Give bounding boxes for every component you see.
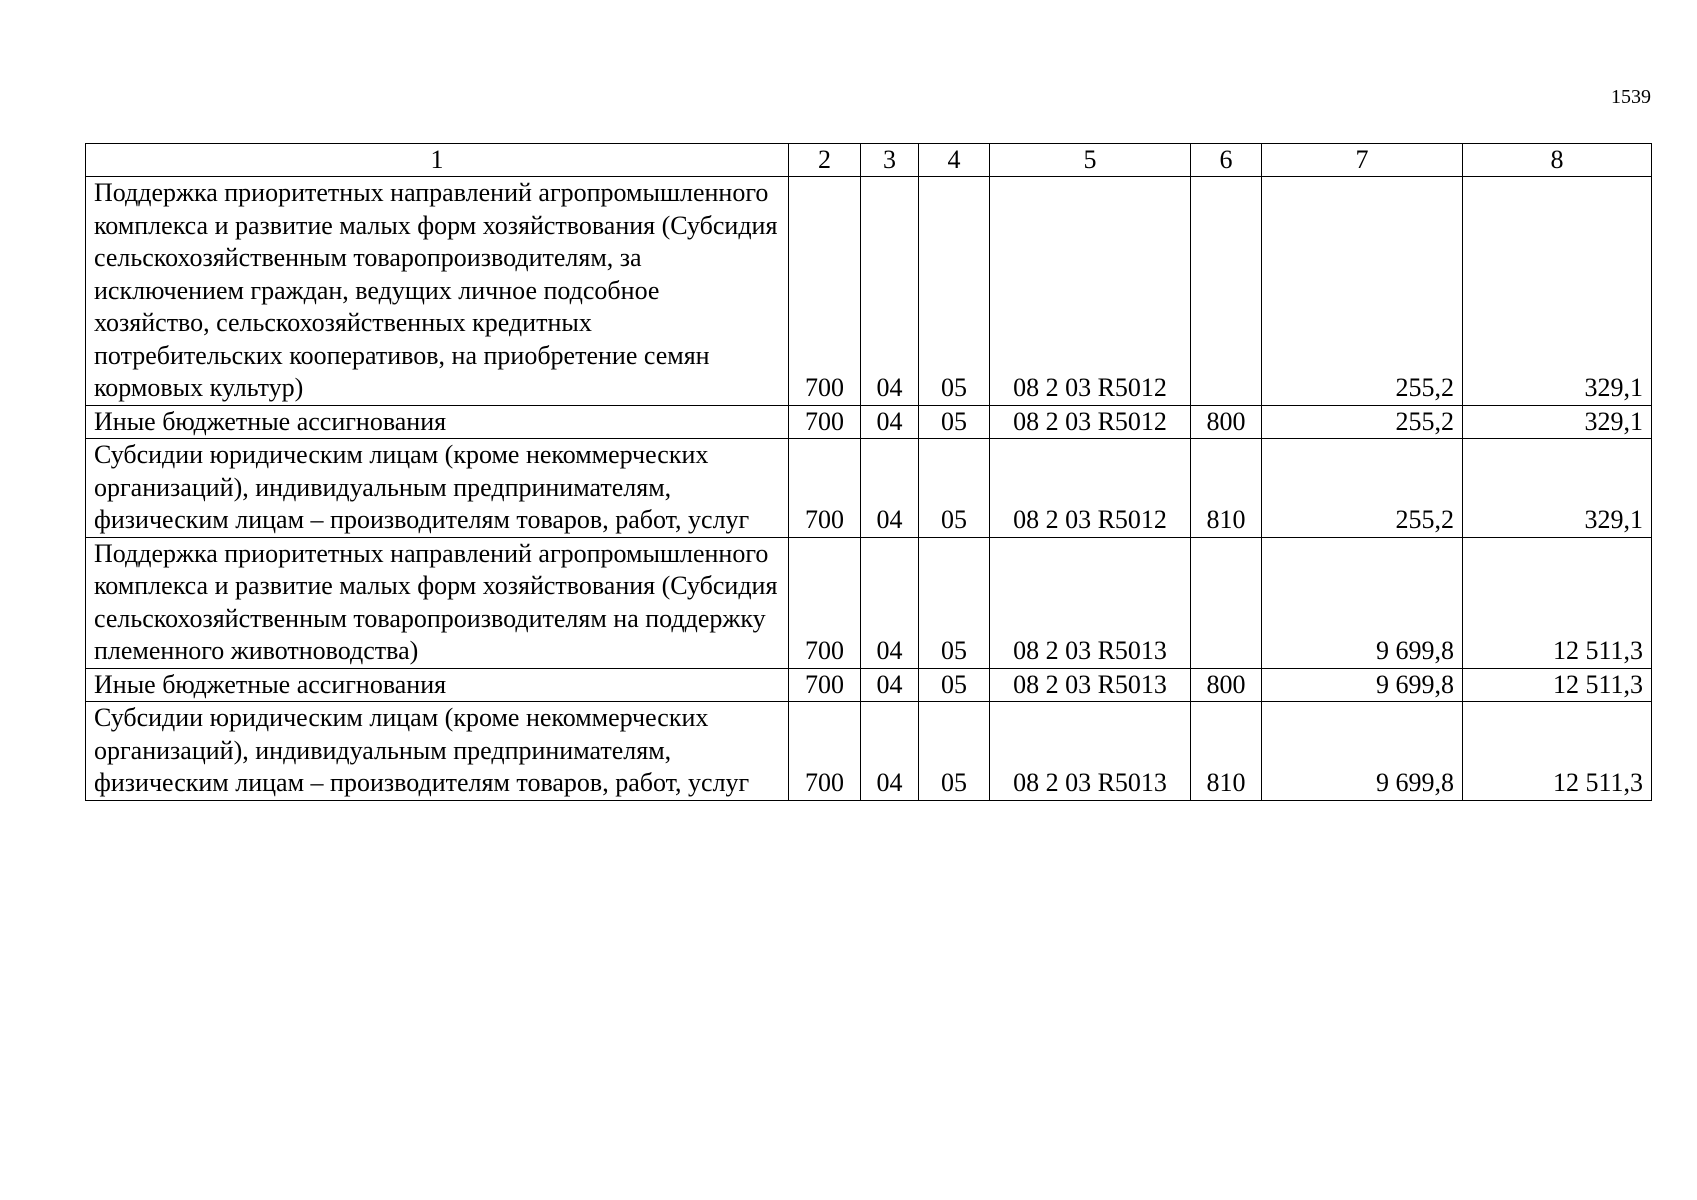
header-cell-5: 5 <box>990 144 1191 177</box>
row-target-code: 08 2 03 R5012 <box>990 405 1191 439</box>
row-expense-type <box>1191 177 1262 406</box>
row-ministry-code: 700 <box>789 405 861 439</box>
row-name: Субсидии юридическим лицам (кроме некоммерческих организаций), индивидуальным предпринимателям, физическим лицам – производителям товаров, работ, услуг <box>86 439 789 538</box>
row-subsection-code: 05 <box>919 702 990 801</box>
row-section-code: 04 <box>861 668 919 702</box>
row-amount-1: 255,2 <box>1262 177 1463 406</box>
budget-table <box>85 143 1652 801</box>
table-row <box>86 177 1652 406</box>
row-section-code: 04 <box>861 177 919 406</box>
row-ministry-code: 700 <box>789 177 861 406</box>
row-amount-1: 9 699,8 <box>1262 668 1463 702</box>
row-amount-2: 329,1 <box>1463 405 1652 439</box>
header-cell-8: 8 <box>1463 144 1652 177</box>
row-name: Субсидии юридическим лицам (кроме некоммерческих организаций), индивидуальным предпринимателям, физическим лицам – производителям товаров, работ, услуг <box>86 702 789 801</box>
row-target-code: 08 2 03 R5013 <box>990 537 1191 668</box>
row-subsection-code: 05 <box>919 439 990 538</box>
row-amount-1: 255,2 <box>1262 405 1463 439</box>
row-name: Поддержка приоритетных направлений агропромышленного комплекса и развитие малых форм хозяйствования (Субсидия сельскохозяйственным товаропроизводителям, за исключением граждан, ведущих личное подсобное хозяйство, сельскохозяйственных кредитных потребительских кооперативов, на приобретение семян кормовых культур) <box>86 177 789 406</box>
header-cell-6: 6 <box>1191 144 1262 177</box>
header-cell-3: 3 <box>861 144 919 177</box>
row-amount-2: 12 511,3 <box>1463 702 1652 801</box>
table-row <box>86 702 1652 801</box>
row-amount-2: 329,1 <box>1463 177 1652 406</box>
row-amount-2: 12 511,3 <box>1463 537 1652 668</box>
page-number: 1539 <box>1611 86 1651 108</box>
table-row <box>86 439 1652 538</box>
header-cell-4: 4 <box>919 144 990 177</box>
row-amount-1: 255,2 <box>1262 439 1463 538</box>
row-name: Поддержка приоритетных направлений агропромышленного комплекса и развитие малых форм хозяйствования (Субсидия сельскохозяйственным товаропроизводителям на поддержку племенного животноводства) <box>86 537 789 668</box>
row-expense-type <box>1191 537 1262 668</box>
row-section-code: 04 <box>861 537 919 668</box>
row-amount-2: 329,1 <box>1463 439 1652 538</box>
row-subsection-code: 05 <box>919 668 990 702</box>
row-target-code: 08 2 03 R5013 <box>990 702 1191 801</box>
header-cell-2: 2 <box>789 144 861 177</box>
row-ministry-code: 700 <box>789 702 861 801</box>
row-amount-2: 12 511,3 <box>1463 668 1652 702</box>
row-section-code: 04 <box>861 439 919 538</box>
row-amount-1: 9 699,8 <box>1262 702 1463 801</box>
row-target-code: 08 2 03 R5013 <box>990 668 1191 702</box>
row-section-code: 04 <box>861 702 919 801</box>
table-row <box>86 537 1652 668</box>
row-ministry-code: 700 <box>789 537 861 668</box>
table-row <box>86 668 1652 702</box>
row-ministry-code: 700 <box>789 668 861 702</box>
header-cell-7: 7 <box>1262 144 1463 177</box>
header-cell-1: 1 <box>86 144 789 177</box>
header-row <box>86 144 1652 177</box>
row-target-code: 08 2 03 R5012 <box>990 177 1191 406</box>
row-subsection-code: 05 <box>919 405 990 439</box>
row-ministry-code: 700 <box>789 439 861 538</box>
row-expense-type: 810 <box>1191 439 1262 538</box>
table-row <box>86 405 1652 439</box>
row-section-code: 04 <box>861 405 919 439</box>
row-expense-type: 800 <box>1191 668 1262 702</box>
row-target-code: 08 2 03 R5012 <box>990 439 1191 538</box>
row-subsection-code: 05 <box>919 177 990 406</box>
row-expense-type: 810 <box>1191 702 1262 801</box>
row-name: Иные бюджетные ассигнования <box>86 668 789 702</box>
row-amount-1: 9 699,8 <box>1262 537 1463 668</box>
row-expense-type: 800 <box>1191 405 1262 439</box>
row-subsection-code: 05 <box>919 537 990 668</box>
row-name: Иные бюджетные ассигнования <box>86 405 789 439</box>
